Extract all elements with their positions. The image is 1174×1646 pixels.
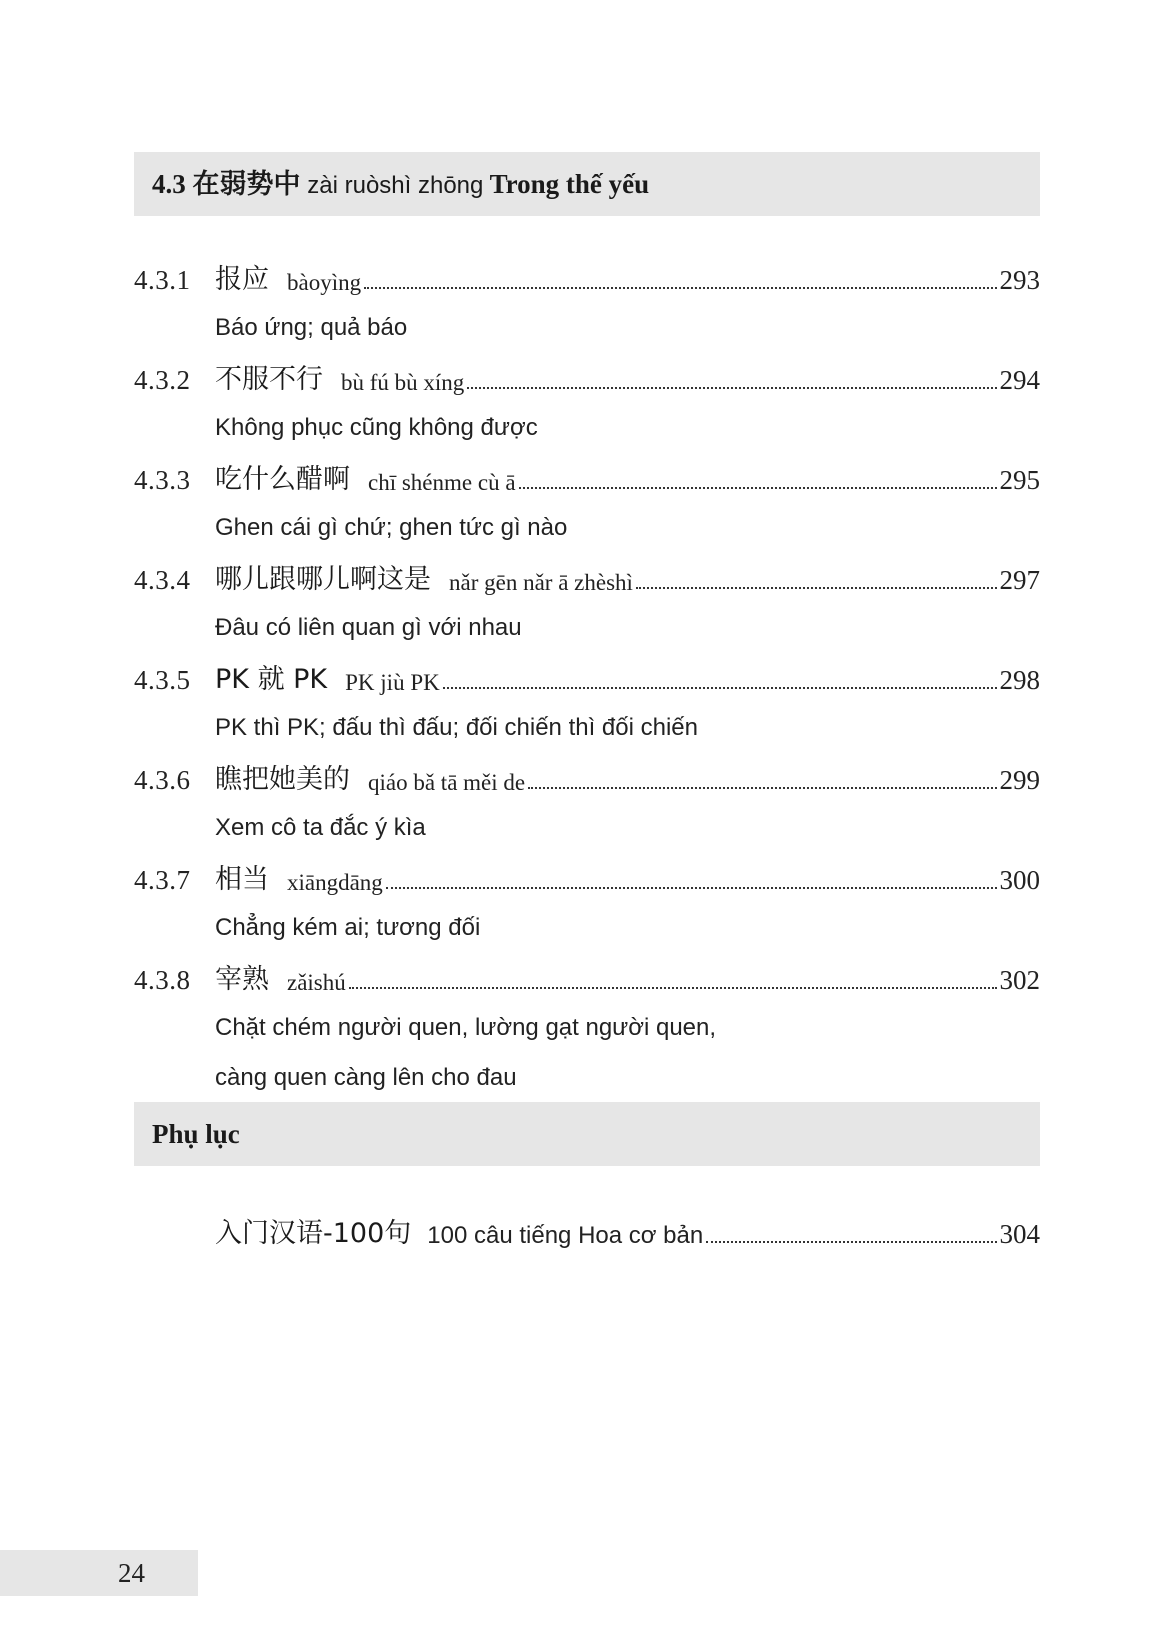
entry-page-number: 295 <box>999 465 1040 495</box>
entry-pinyin: xiāngdāng <box>287 870 383 895</box>
entry-page-number: 302 <box>999 965 1040 995</box>
entry-page-number: 299 <box>999 765 1040 795</box>
entry-hanzi: PK 就 PK <box>215 664 328 695</box>
appendix-title: Phụ lục <box>152 1119 240 1149</box>
leader-dots <box>443 687 997 689</box>
entry-number: 4.3.4 <box>134 565 191 595</box>
entry-pinyin: nǎr gēn nǎr ā zhèshì <box>449 570 633 595</box>
entry-number: 4.3.1 <box>134 265 191 295</box>
footer-tab <box>0 1550 198 1596</box>
toc-list <box>134 246 1040 1096</box>
toc-entry[interactable] <box>134 646 1040 746</box>
appendix-entry[interactable] <box>215 1200 1040 1250</box>
toc-entry[interactable] <box>134 346 1040 446</box>
entry-pinyin: chī shénme cù ā <box>368 470 516 495</box>
toc-entry[interactable] <box>134 246 1040 346</box>
entry-hanzi: 瞧把她美的 <box>215 764 350 795</box>
section-pinyin: zài ruòshì zhōng <box>307 172 484 199</box>
toc-entry[interactable] <box>134 946 1040 1096</box>
leader-dots <box>519 487 997 489</box>
entry-page-number: 297 <box>999 565 1040 595</box>
entry-page-number: 300 <box>999 865 1040 895</box>
entry-number: 4.3.2 <box>134 365 191 395</box>
entry-hanzi: 哪儿跟哪儿啊这是 <box>215 564 431 595</box>
entry-translation: Đâu có liên quan gì với nhau <box>215 614 522 641</box>
entry-translation: Xem cô ta đắc ý kìa <box>215 814 426 841</box>
entry-translation: Ghen cái gì chứ; ghen tức gì nào <box>215 514 568 541</box>
leader-dots <box>386 887 997 889</box>
entry-page-number: 293 <box>999 265 1040 295</box>
entry-number: 4.3.7 <box>134 865 191 895</box>
leader-dots <box>349 987 997 989</box>
leader-dots <box>364 287 996 289</box>
entry-hanzi: 不服不行 <box>215 364 323 395</box>
entry-number: 4.3.8 <box>134 965 191 995</box>
entry-translation: càng quen càng lên cho đau <box>215 1064 517 1091</box>
entry-number: 4.3.5 <box>134 665 191 695</box>
entry-page-number: 298 <box>999 665 1040 695</box>
section-header <box>134 152 1040 216</box>
entry-hanzi: 报应 <box>215 264 269 295</box>
entry-pinyin: bàoyìng <box>287 270 362 295</box>
appendix-vietnamese: 100 câu tiếng Hoa cơ bản <box>427 1222 704 1249</box>
entry-hanzi: 吃什么醋啊 <box>215 464 350 495</box>
entry-pinyin: zǎishú <box>287 970 346 995</box>
toc-entry[interactable] <box>134 846 1040 946</box>
entry-translation: PK thì PK; đấu thì đấu; đối chiến thì đối chiến <box>215 714 698 741</box>
leader-dots <box>528 787 996 789</box>
entry-number: 4.3.3 <box>134 465 191 495</box>
leader-dots <box>706 1241 996 1243</box>
page-number: 24 <box>118 1558 145 1588</box>
toc-entry[interactable] <box>134 546 1040 646</box>
entry-translation: Không phục cũng không được <box>215 414 538 441</box>
section-title <box>152 152 649 216</box>
appendix-header <box>134 1102 1040 1166</box>
entry-page-number: 294 <box>999 365 1040 395</box>
entry-hanzi: 宰熟 <box>215 964 269 995</box>
entry-hanzi: 相当 <box>215 864 269 895</box>
entry-translation: Báo ứng; quả báo <box>215 314 408 341</box>
entry-pinyin: PK jiù PK <box>345 670 440 695</box>
entry-number: 4.3.6 <box>134 765 191 795</box>
section-hanzi: 在弱势中 <box>192 169 301 200</box>
entry-translation: Chẳng kém ai; tương đối <box>215 914 481 941</box>
appendix-hanzi: 入门汉语-100句 <box>215 1218 412 1249</box>
section-number: 4.3 <box>152 169 186 199</box>
section-vietnamese: Trong thế yếu <box>489 169 650 199</box>
appendix-page-number: 304 <box>999 1219 1040 1249</box>
leader-dots <box>636 587 997 589</box>
leader-dots <box>467 387 996 389</box>
entry-translation: Chặt chém người quen, lường gạt người quen, <box>215 1014 717 1041</box>
entry-pinyin: qiáo bǎ tā měi de <box>368 770 526 795</box>
toc-entry[interactable] <box>134 746 1040 846</box>
entry-pinyin: bù fú bù xíng <box>341 370 465 395</box>
toc-entry[interactable] <box>134 446 1040 546</box>
